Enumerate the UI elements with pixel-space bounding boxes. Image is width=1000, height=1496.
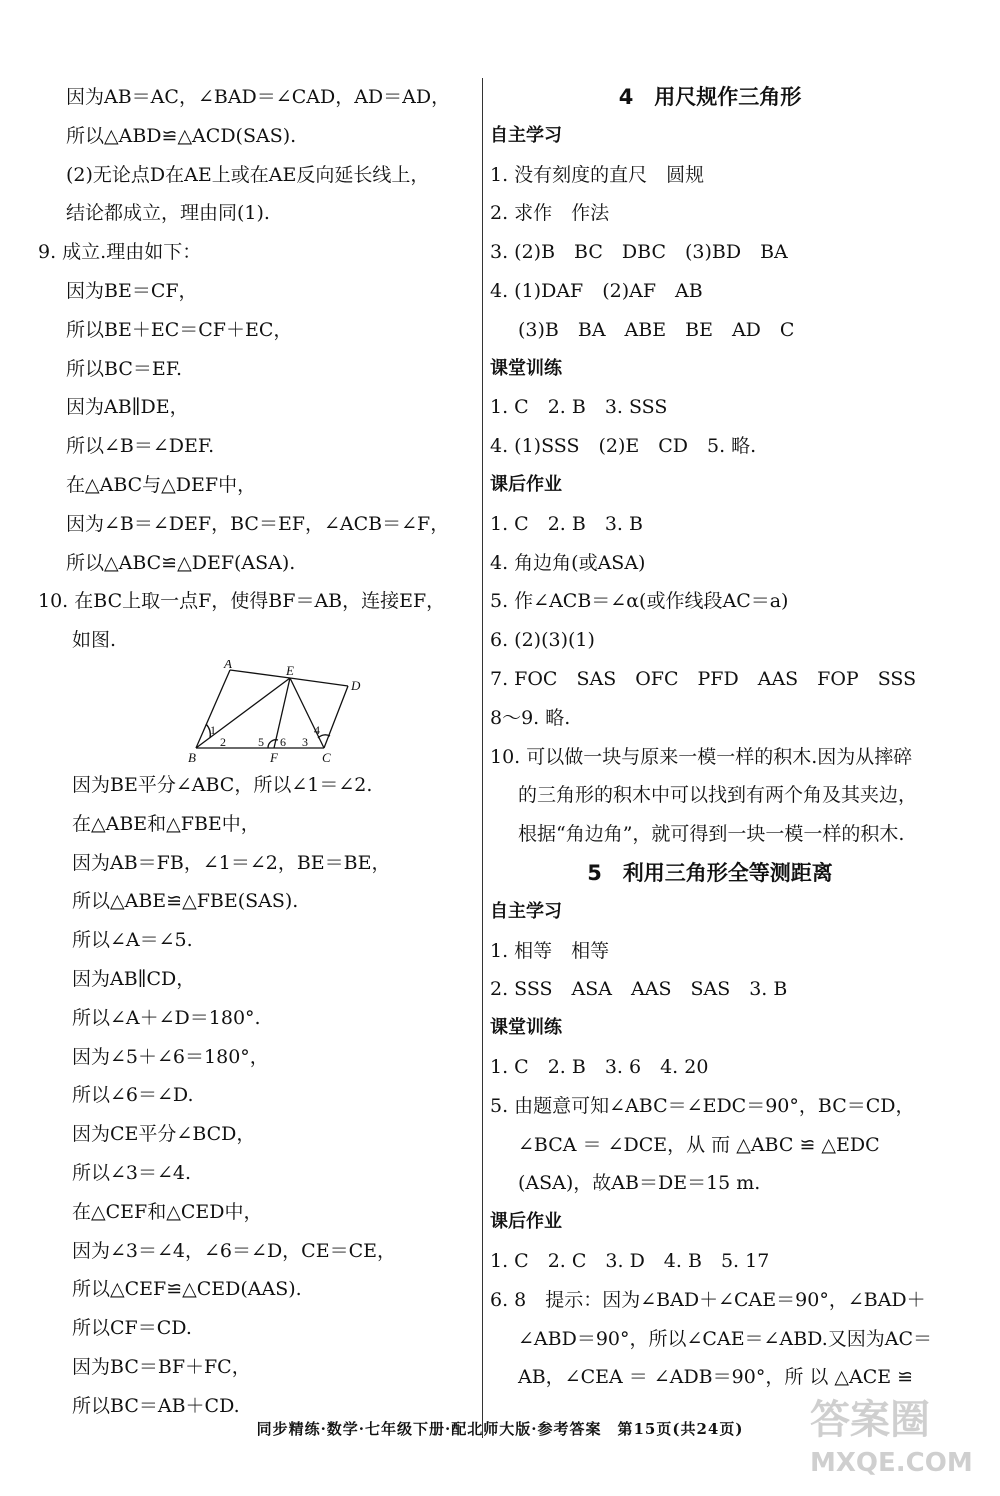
answer-line: 因为AB∥DE， [66,396,189,419]
answer-line: 因为BC＝BF＋FC， [72,1355,251,1378]
answer-line-q9: 9. 成立.理由如下： [38,241,202,264]
answer-line-q10: 10. 在BC上取一点F，使得BF＝AB，连接EF， [38,590,446,613]
answer-line: 因为BE＝CF， [66,279,198,302]
section-title-4: 4 用尺规作三角形 [618,85,802,109]
section-heading: 课堂训练 [490,357,562,379]
answer-line: 4. (1)SSS (2)E CD 5. 略. [490,435,757,458]
section-heading: 自主学习 [490,124,562,146]
watermark-line2: MXQE.COM [810,1448,973,1478]
answer-line: 所以CF＝CD. [72,1317,192,1340]
label-point-c: C [322,749,331,764]
answer-line: 所以∠6＝∠D. [72,1084,194,1107]
answer-line: 5. 作∠ACB＝∠α(或作线段AC＝a) [490,590,789,613]
label-angle-6: 6 [280,734,286,749]
answer-line: 2. SSS ASA AAS SAS 3. B [490,978,788,1001]
answer-line: (ASA)，故AB＝DE＝15 m. [518,1172,761,1195]
left-column [38,78,476,1426]
answer-line: 如图. [72,629,117,652]
answer-line: 因为CE平分∠BCD， [72,1123,256,1146]
section-heading: 自主学习 [490,900,562,922]
answer-line: 在△ABE和△FBE中， [72,812,260,835]
label-angle-1: 1 [210,722,216,737]
answer-line: 因为AB＝AC，∠BAD＝∠CAD，AD＝AD， [66,86,451,108]
answer-line: 结论都成立，理由同(1). [66,202,270,225]
angle-arc-5-6 [268,740,278,748]
answer-line: 1. C 2. B 3. SSS [490,396,668,419]
label-point-a: A [224,659,232,671]
answer-line: 所以∠3＝∠4. [72,1161,192,1184]
answer-line: 因为AB＝FB，∠1＝∠2，BE＝BE， [72,851,391,874]
answer-line: 所以∠A＝∠5. [72,929,193,952]
answer-line: 1. C 2. B 3. 6 4. 20 [490,1055,709,1078]
answer-line: 1. 没有刻度的直尺 圆规 [490,163,705,186]
answer-line: 1. C 2. C 3. D 4. B 5. 17 [490,1249,770,1272]
page-footer: 同步精练·数学·七年级下册·配北师大版·参考答案 第15页(共24页) [256,1420,744,1438]
answer-line: 8～9. 略. [490,706,571,729]
answer-line: 3. (2)B BC DBC (3)BD BA [490,241,788,264]
answer-line: 所以∠A＋∠D＝180°. [72,1006,261,1029]
label-point-d: D [351,677,361,693]
answer-line: ∠BCA ＝ ∠DCE，从 而 △ABC ≌ △EDC [518,1133,880,1156]
label-angle-5: 5 [258,734,264,749]
answer-line: (3)B BA ABE BE AD C [518,318,795,341]
answer-line: 所以BE＋EC＝CF＋EC， [66,318,293,341]
section-heading: 课后作业 [490,1211,562,1233]
section-heading: 课堂训练 [490,1017,562,1039]
answer-line: 在△CEF和△CED中， [72,1200,263,1223]
segment-dc [324,686,348,748]
watermark-logo [810,1395,990,1495]
answer-line: 的三角形的积木中可以找到有两个角及其夹边， [518,784,918,807]
label-point-b: B [188,749,196,764]
answer-line: 因为∠3＝∠4，∠6＝∠D，CE＝CE， [72,1239,396,1262]
trapezoid-figure-svg [188,660,368,764]
answer-line: 在△ABC与△DEF中， [66,473,257,496]
answer-line: 因为BE平分∠ABC，所以∠1＝∠2. [72,773,373,796]
answer-line: 所以△ABC≌△DEF(ASA). [66,551,296,574]
answer-line: 1. C 2. B 3. B [490,512,643,535]
answer-line: AB，∠CEA ＝ ∠ADB＝90°，所 以 △ACE ≌ [518,1366,914,1389]
answer-line: (2)无论点D在AE上或在AE反向延长线上， [66,163,430,186]
section-title-5: 5 利用三角形全等测距离 [587,860,833,885]
answer-line: 所以△ABE≌△FBE(SAS). [72,890,299,913]
answer-line: 6. (2)(3)(1) [490,629,595,652]
answer-line: 因为∠5＋∠6＝180°， [72,1045,269,1068]
answer-line: ∠ABD＝90°，所以∠CAE＝∠ABD.又因为AC＝ [518,1327,933,1350]
label-angle-3: 3 [302,734,308,749]
right-column [490,78,933,1397]
answer-line: 6. 8 提示：因为∠BAD＋∠CAE＝90°，∠BAD＋ [490,1288,926,1311]
segment-ae [230,670,290,678]
answer-line: 所以△ABD≌△ACD(SAS). [66,124,297,147]
answer-line: 4. (1)DAF (2)AF AB [490,279,703,302]
answer-line: 根据“角边角”，就可得到一块一模一样的积木. [518,823,905,846]
answer-line: 所以BC＝AB＋CD. [72,1394,240,1417]
label-point-e: E [286,662,294,678]
watermark-line1: 答案圈 [810,1397,930,1443]
segment-ed [290,678,348,686]
answer-line: 因为AB∥CD， [72,967,196,990]
label-point-f: F [270,749,278,764]
answer-line: 2. 求作 作法 [490,202,610,225]
label-angle-4: 4 [314,722,320,737]
answer-line: 10. 可以做一块与原来一模一样的积木.因为从摔碎 [490,745,913,768]
geometry-figure [38,660,476,766]
label-angle-2: 2 [220,734,226,749]
section-heading: 课后作业 [490,473,562,495]
answer-line: 7. FOC SAS OFC PFD AAS FOP SSS [490,667,917,690]
answer-line: 因为∠B＝∠DEF，BC＝EF，∠ACB＝∠F， [66,512,450,535]
answer-line: 所以∠B＝∠DEF. [66,435,215,458]
answer-line: 5. 由题意可知∠ABC＝∠EDC＝90°，BC＝CD， [490,1094,915,1117]
answer-line: 所以△CEF≌△CED(AAS). [72,1278,302,1301]
column-divider [482,78,483,1438]
answer-line: 1. 相等 相等 [490,939,610,962]
answer-line: 所以BC＝EF. [66,357,182,380]
answer-line: 4. 角边角(或ASA) [490,551,646,574]
